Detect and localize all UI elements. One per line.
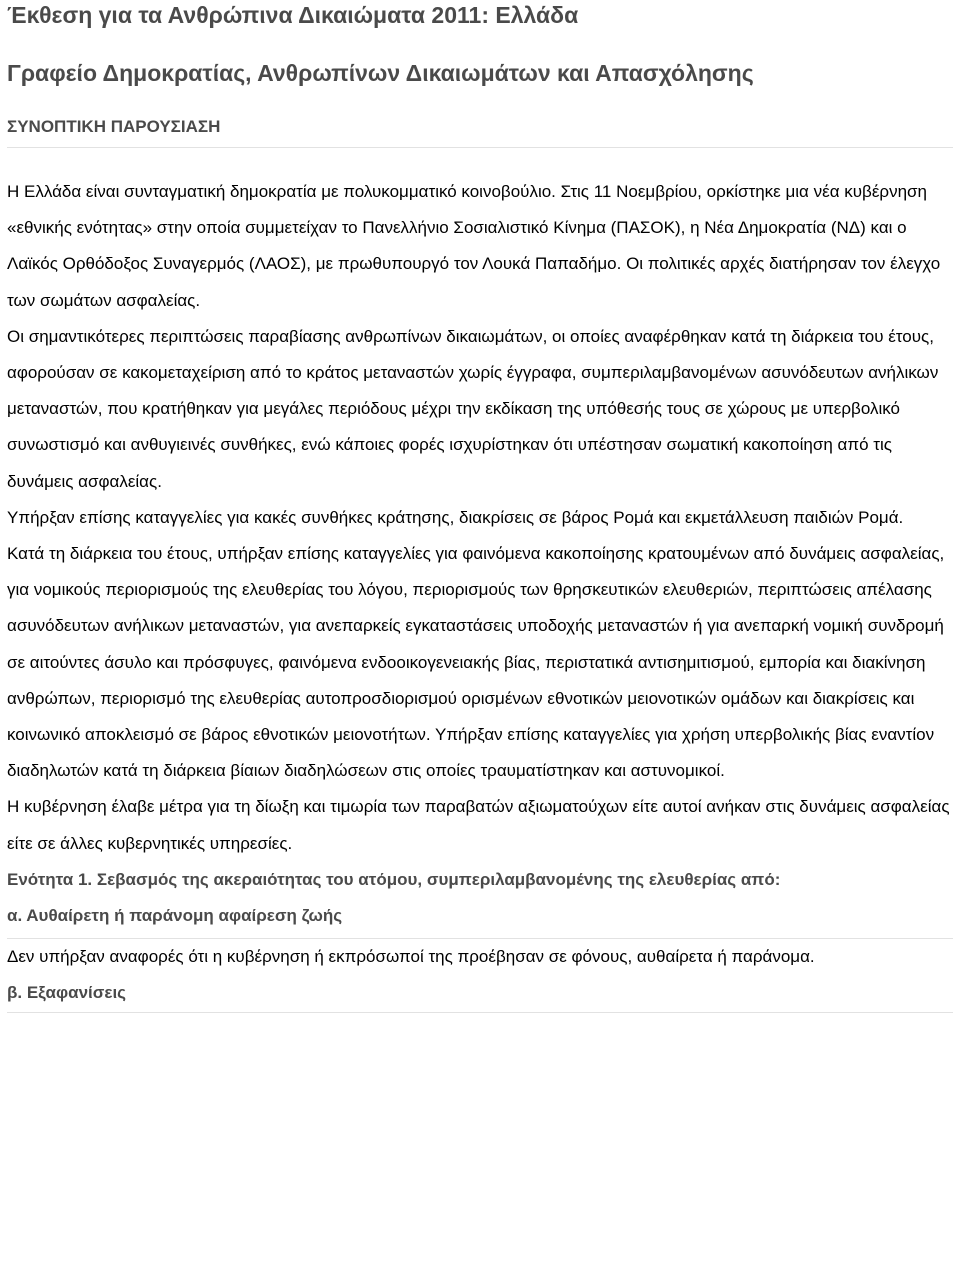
document-body [7, 174, 953, 1013]
section1-heading: Ενότητα 1. Σεβασμός της ακεραιότητας του ατόμου, συμπεριλαμβανομένης της ελευθερίας από: [7, 869, 781, 889]
paragraph-no-killings: Δεν υπήρξαν αναφορές ότι η κυβέρνηση ή εκπρόσωποί της προέβησαν σε φόνους, αυθαίρετα ή παράνομα. [7, 947, 815, 967]
paragraph-detention: Υπήρξαν επίσης καταγγελίες για κακές συνθήκες κράτησης, διακρίσεις σε βάρος Ρομά και εκμετάλλευση παιδιών Ρομά. [7, 507, 904, 527]
paragraph-violations: Οι σημαντικότερες περιπτώσεις παραβίασης ανθρωπίνων δικαιωμάτων, οι οποίες αναφέρθηκαν κατά τη διάρκεια του έτους, αφορούσαν σε κακομεταχείριση από το κράτος μεταναστών χωρίς έγγραφα, συμπεριλαμβανομένων ασυνόδευτων ανήλικων μεταναστών, που κρατήθηκαν για μεγάλες περιόδους μέχρι την εκδίκαση της υπόθεσής τους σε χώρους με υπερβολικό συνωστισμό και ανθυγιεινές συνθήκες, ενώ κάποιες φορές ισχυρίστηκαν ότι υπέστησαν σωματική κακοποίηση από τις δυνάμεις ασφαλείας. [7, 326, 939, 491]
subsection-a-heading: α. Αυθαίρετη ή παράνομη αφαίρεση ζωής [7, 898, 953, 939]
paragraph-government-measures: Η κυβέρνηση έλαβε μέτρα για τη δίωξη και τιμωρία των παραβατών αξιωματούχων είτε αυτοί ανήκαν στις δυνάμεις ασφαλείας είτε σε άλλες κυβερνητικές υπηρεσίες. [7, 797, 950, 853]
subsection-b-heading: β. Εξαφανίσεις [7, 975, 953, 1012]
paragraph-abuse-reports: Κατά τη διάρκεια του έτους, υπήρξαν επίσης καταγγελίες για φαινόμενα κακοποίησης κρατουμένων από δυνάμεις ασφαλείας, για νομικούς περιορισμούς της ελευθερίας του λόγου, περιορισμούς των θρησκευτικών ελευθεριών, περιπτώσεις απέλασης ασυνόδευτων ανήλικων μεταναστών, για ανεπαρκείς εγκαταστάσεις υποδοχής μεταναστών ή για ανεπαρκή νομική συνδρομή σε αιτούντες άσυλο και πρόσφυγες, φαινόμενα ενδοοικογενειακής βίας, περιστατικά αντισημιτισμού, εμπορία και διακίνηση ανθρώπων, περιορισμό της ελευθερίας αυτοπροσδιορισμού ορισμένων εθνοτικών μειονοτικών ομάδων και διακρίσεις και κοινωνικό αποκλεισμό σε βάρος εθνοτικών μειονοτήτων. Υπήρξαν επίσης καταγγελίες για χρήση υπερβολικής βίας εναντίον διαδηλωτών κατά τη διάρκεια βίαιων διαδηλώσεων στις οποίες τραυματίστηκαν και αστυνομικοί. [7, 544, 945, 781]
document-subtitle: Γραφείο Δημοκρατίας, Ανθρωπίνων Δικαιωμάτων και Απασχόλησης [7, 60, 754, 86]
summary-heading: ΣΥΝΟΠΤΙΚΗ ΠΑΡΟΥΣΙΑΣΗ [7, 117, 953, 148]
document-title: Έκθεση για τα Ανθρώπινα Δικαιώματα 2011: Ελλάδα [7, 2, 579, 28]
paragraph-intro: Η Ελλάδα είναι συνταγματική δημοκρατία με πολυκομματικό κοινοβούλιο. Στις 11 Νοεμβρίου, ορκίστηκε μια νέα κυβέρνηση «εθνικής ενότητας» στην οποία συμμετείχαν το Πανελλήνιο Σοσιαλιστικό Κίνημα (ΠΑΣΟΚ), η Νέα Δημοκρατία (ΝΔ) και ο Λαϊκός Ορθόδοξος Συναγερμός (ΛΑΟΣ), με πρωθυπουργό τον Λουκά Παπαδήμο. Οι πολιτικές αρχές διατήρησαν τον έλεγχο των σωμάτων ασφαλείας. [7, 182, 941, 310]
